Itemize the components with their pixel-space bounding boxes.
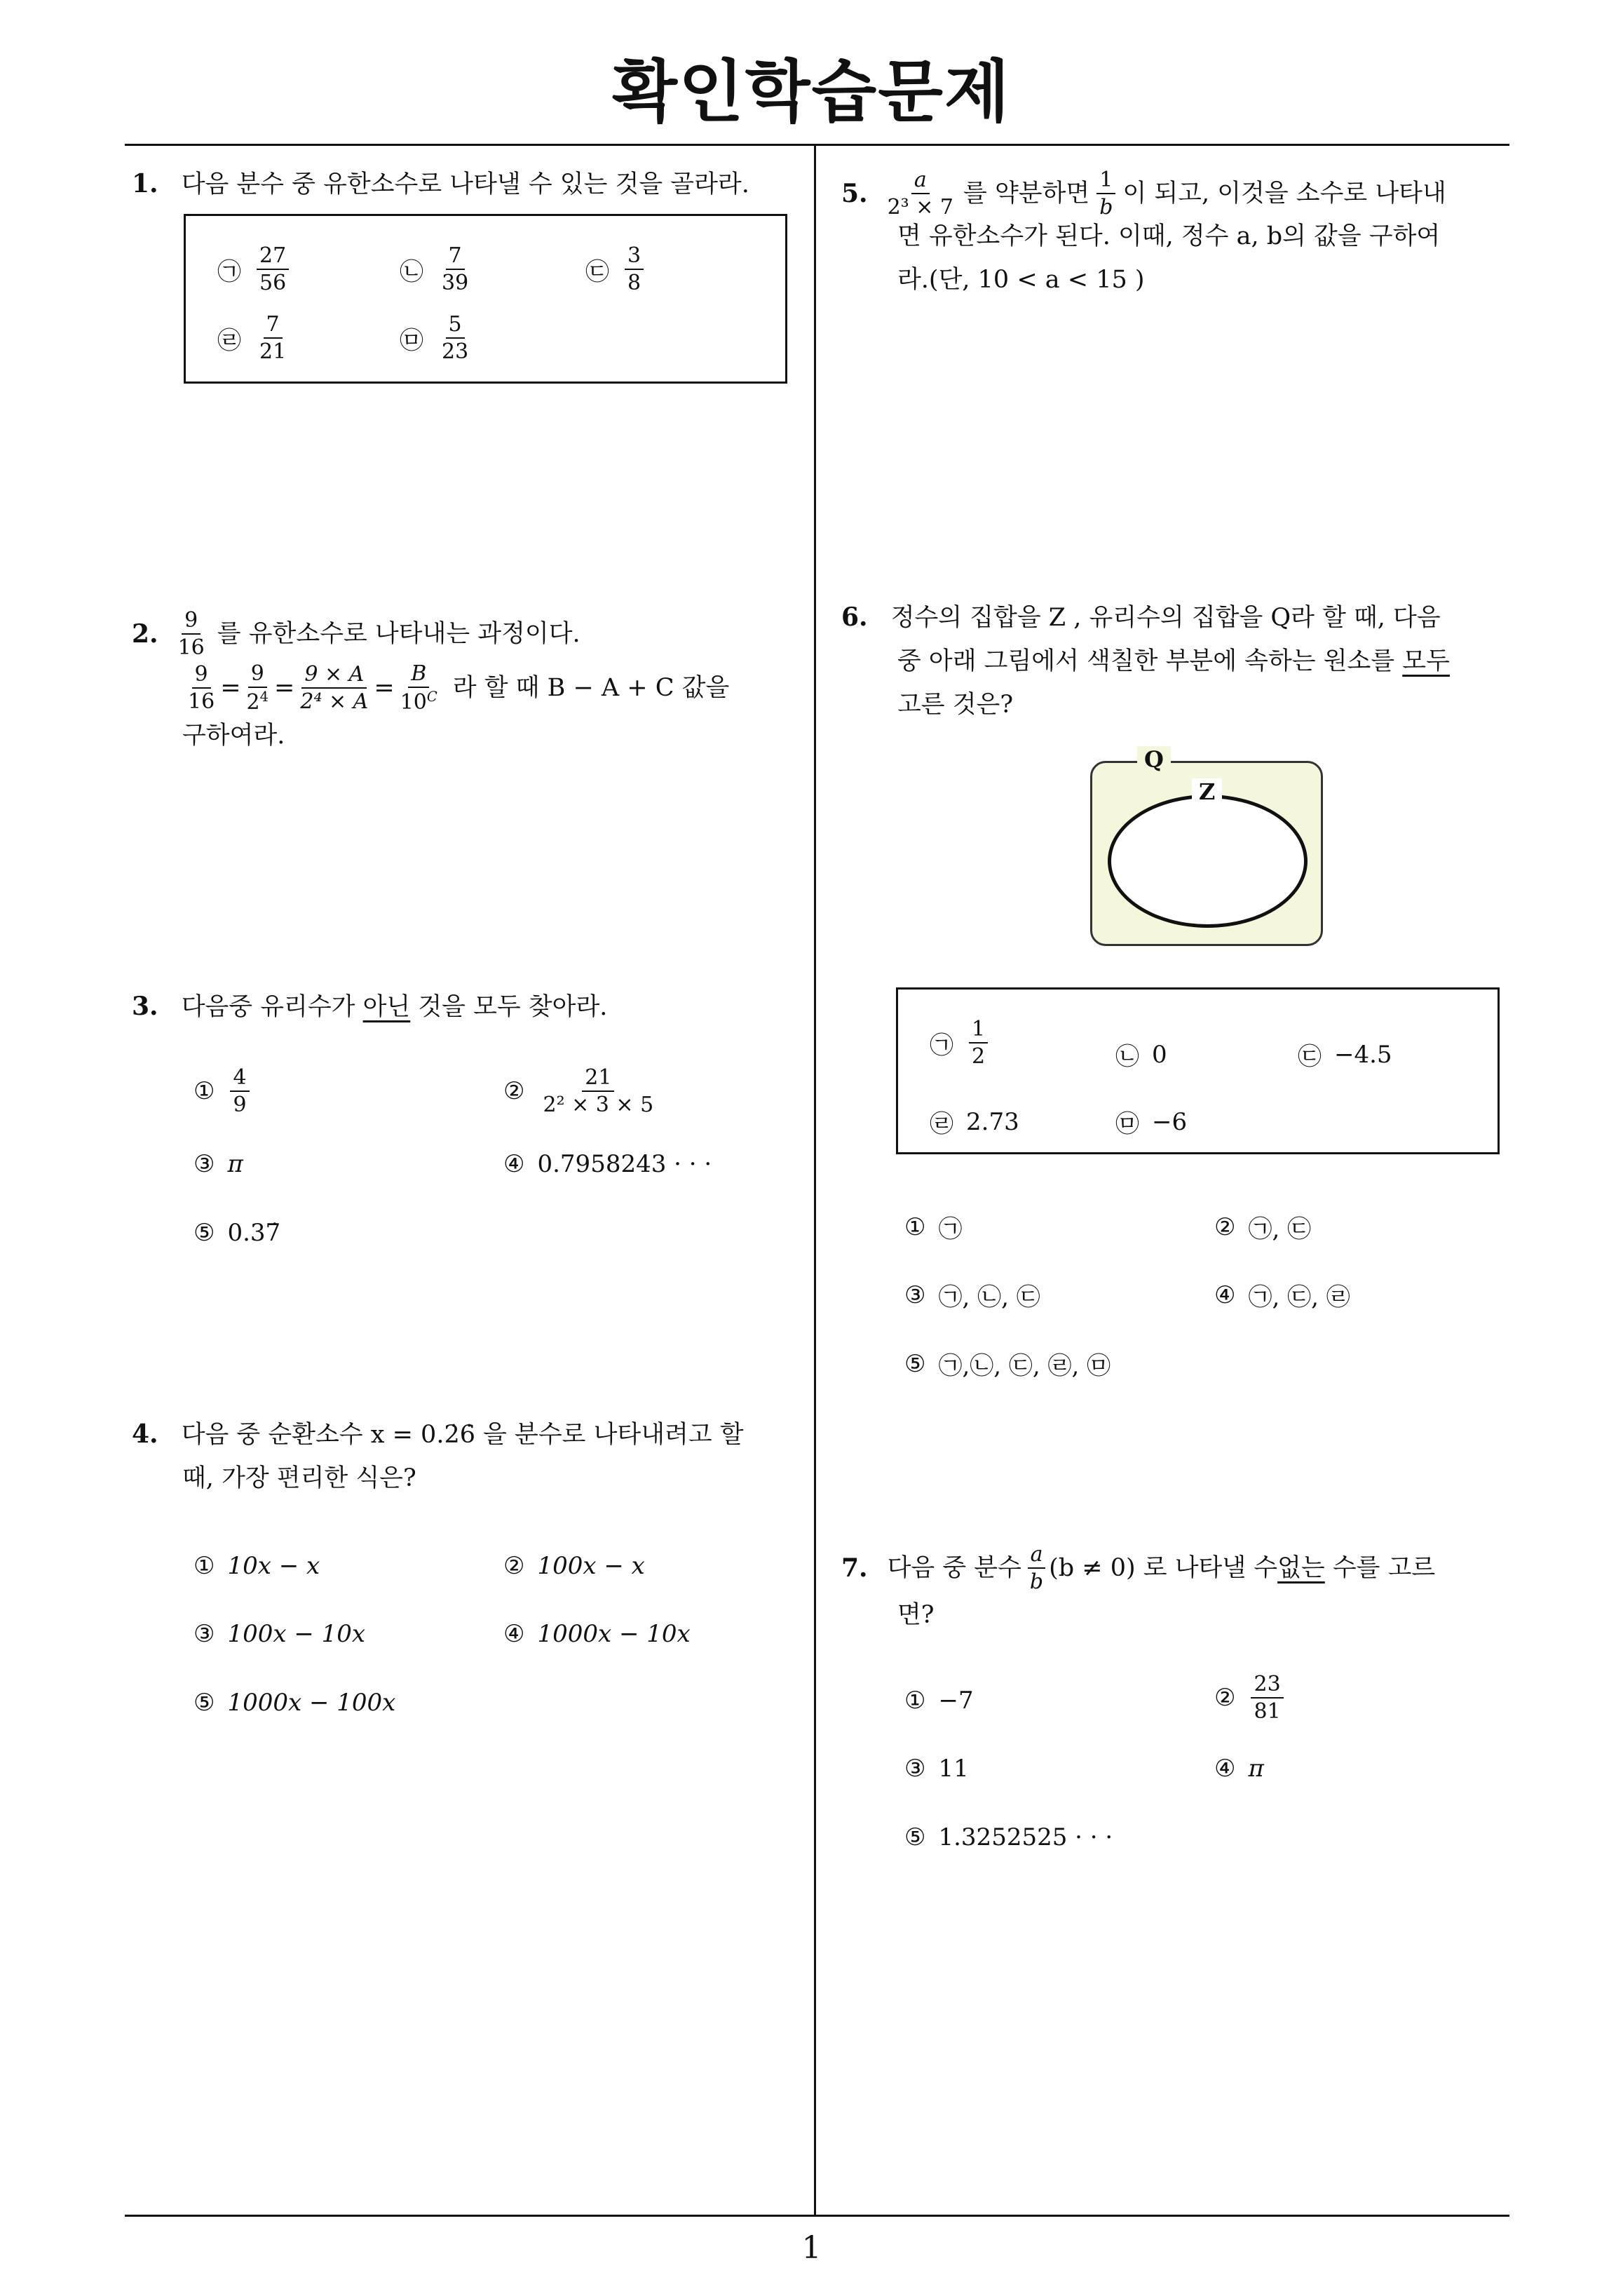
- choice-marker: ①: [904, 1213, 926, 1241]
- footer-rule: [125, 2215, 1509, 2217]
- element-item: [930, 1105, 1019, 1139]
- choice-marker: ③: [193, 1150, 215, 1178]
- question-emphasis: 모두: [1402, 647, 1450, 675]
- choice-value: ㉠, ㉢: [1248, 1215, 1312, 1243]
- choice-item: [400, 244, 474, 295]
- choice-value: ㉠: [938, 1215, 963, 1243]
- choice-marker: ④: [503, 1150, 525, 1178]
- choice-value: 100x − 10x: [227, 1620, 366, 1648]
- choice-value: ㉠,㉡, ㉢, ㉣, ㉤: [938, 1352, 1111, 1380]
- question-number: 3.: [132, 992, 158, 1021]
- question-text: 다음 중 분수: [887, 1554, 1021, 1582]
- choice-marker: ④: [1214, 1281, 1236, 1309]
- choice-marker: ②: [1214, 1684, 1236, 1712]
- choice-4: [1214, 1755, 1264, 1783]
- question-text: 다음 중 순환소수 x = 0.2̇6̇ 을 분수로 나타내려고 할: [181, 1421, 744, 1449]
- fraction: $\frac{a}{\text{2³ × 7}}$: [887, 168, 954, 220]
- choice-marker: ③: [904, 1755, 926, 1783]
- choice-marker: ①: [904, 1687, 926, 1715]
- question-number: 4.: [132, 1419, 158, 1449]
- question-2: [132, 609, 812, 757]
- element-item: [1115, 1037, 1167, 1072]
- element-item: [930, 1018, 991, 1068]
- choice-value: 0: [1152, 1040, 1167, 1069]
- choice-3: [904, 1755, 969, 1783]
- column-divider: [814, 146, 816, 2217]
- equals-sign: =: [274, 674, 295, 702]
- choice-value: 1.3252525 · · ·: [938, 1823, 1113, 1851]
- element-item: [1298, 1037, 1392, 1072]
- equation-line: [182, 662, 812, 714]
- choice-2: [503, 1066, 659, 1116]
- choice-1: [904, 1687, 974, 1715]
- question-text: 면 유한소수가 된다. 이때, 정수 a, b의 값을 구하여: [897, 222, 1441, 250]
- choice-marker: ⑤: [193, 1219, 215, 1247]
- choice-value: 1000x − 10x: [537, 1620, 691, 1648]
- question-number: 1.: [132, 169, 158, 198]
- choice-2: [503, 1552, 645, 1580]
- choice-value: 11: [938, 1755, 969, 1783]
- choice-3: [193, 1150, 243, 1178]
- choice-value: π: [1248, 1755, 1264, 1783]
- choice-value: −6: [1152, 1107, 1188, 1136]
- question-text: 것을 모두 찾아라.: [410, 993, 608, 1021]
- choice-value: −7: [938, 1687, 974, 1715]
- choice-value: −4.5: [1334, 1040, 1392, 1069]
- choice-marker: ④: [503, 1620, 525, 1648]
- question-text: 중 아래 그림에서 색칠한 부분에 속하는 원소를: [897, 647, 1403, 675]
- equals-sign: =: [220, 674, 241, 702]
- question-number: 5.: [841, 179, 868, 208]
- choice-value: 10x − x: [227, 1552, 320, 1580]
- question-5: [841, 168, 1521, 302]
- question-3: [132, 985, 805, 1029]
- choice-5: [904, 1823, 1113, 1851]
- element-box: [896, 987, 1500, 1154]
- choice-value: ㉠, ㉢, ㉣: [1248, 1283, 1350, 1311]
- venn-label-q: Q: [1137, 746, 1171, 773]
- choice-value: π: [227, 1150, 243, 1178]
- choice-marker: ㉡: [1115, 1043, 1139, 1071]
- fraction: $\frac{27}{56}$: [257, 244, 289, 295]
- choice-value: 1000x − 100x: [227, 1689, 396, 1717]
- fraction: $\frac{9}{16}$: [177, 608, 205, 660]
- question-emphasis: 없는: [1277, 1554, 1325, 1582]
- fraction: $\frac{7}{21}$: [259, 312, 287, 364]
- choice-marker: ㉣: [930, 1110, 953, 1138]
- choice-marker: ㉡: [400, 257, 423, 286]
- choice-box: [184, 214, 787, 384]
- equals-sign: =: [374, 674, 395, 702]
- fraction: $\frac{9}{16}$: [188, 662, 215, 714]
- choice-value: ㉠, ㉡, ㉢: [938, 1283, 1040, 1311]
- question-text: 고른 것은?: [897, 691, 1014, 719]
- choice-item: [400, 313, 474, 363]
- question-7: [841, 1543, 1521, 1637]
- choice-marker: ㉣: [217, 326, 241, 355]
- fraction: $\frac{1}{b}$: [1096, 168, 1115, 219]
- fraction: $\frac{a}{b}$: [1027, 1543, 1046, 1593]
- question-text: 면?: [897, 1601, 935, 1629]
- fraction: $\frac{9 \times A}{\text{2⁴ × A}}$: [300, 662, 369, 714]
- page-number: 1: [801, 2230, 822, 2266]
- question-number: 6.: [841, 602, 868, 632]
- choice-item: [217, 313, 292, 363]
- choice-marker: ②: [503, 1077, 525, 1105]
- choice-marker: ⑤: [904, 1349, 926, 1378]
- choice-3: [904, 1278, 1040, 1312]
- choice-marker: ②: [503, 1552, 525, 1580]
- choice-marker: ㉠: [217, 257, 241, 286]
- question-text: 이 되고, 이것을 소수로 나타내: [1122, 180, 1446, 208]
- question-1: [132, 163, 805, 206]
- fraction: $\frac{4}{9}$: [230, 1066, 249, 1116]
- question-emphasis: 아닌: [362, 993, 411, 1021]
- fraction: $\frac{1}{2}$: [969, 1018, 988, 1068]
- choice-marker: ①: [193, 1077, 215, 1105]
- choice-4: [503, 1150, 712, 1178]
- question-number: 7.: [841, 1553, 868, 1583]
- fraction: $\frac{3}{8}$: [625, 244, 644, 295]
- fraction: $\frac{23}{81}$: [1251, 1673, 1283, 1723]
- header-rule: [125, 144, 1509, 146]
- choice-1: [193, 1552, 320, 1580]
- venn-set-z: [1108, 795, 1308, 928]
- choice-1: [193, 1066, 252, 1116]
- choice-marker: ㉤: [1115, 1110, 1139, 1138]
- fraction: $\frac{7}{39}$: [442, 243, 469, 295]
- choice-marker: ③: [904, 1281, 926, 1309]
- choice-marker: ⑤: [904, 1823, 926, 1851]
- page-title: 확인학습문제: [612, 53, 1011, 131]
- element-item: [1115, 1105, 1187, 1139]
- question-text: 를 약분하면: [963, 180, 1090, 208]
- question-text: 다음중 유리수가: [181, 993, 363, 1021]
- fraction: $\frac{21}{\text{2² × 3 × 5}}$: [543, 1065, 654, 1117]
- question-4: [132, 1413, 805, 1500]
- fraction: $\frac{5}{23}$: [442, 312, 469, 364]
- choice-marker: ㉠: [930, 1031, 953, 1060]
- question-text: (b ≠ 0) 로 나타낼 수: [1049, 1554, 1278, 1582]
- choice-marker: ㉢: [1298, 1043, 1322, 1071]
- choice-2: [1214, 1210, 1311, 1244]
- choice-value: 0.37̇: [227, 1219, 281, 1247]
- choice-marker: ⑤: [193, 1689, 215, 1717]
- choice-5: [193, 1219, 280, 1247]
- choice-marker: ①: [193, 1552, 215, 1580]
- venn-label-z: Z: [1192, 778, 1222, 805]
- choice-marker: ②: [1214, 1213, 1236, 1241]
- question-text: 라.(단, 10 < a < 15 ): [897, 266, 1145, 294]
- question-number: 2.: [132, 619, 158, 649]
- question-text: 때, 가장 편리한 식은?: [182, 1464, 416, 1492]
- choice-5: [193, 1689, 395, 1717]
- question-text: 라 할 때 B − A + C 값을: [452, 674, 730, 702]
- choice-4: [503, 1620, 691, 1648]
- question-6: [841, 596, 1521, 727]
- choice-3: [193, 1620, 365, 1648]
- choice-value: 2.73: [966, 1107, 1019, 1136]
- question-text: 구하여라.: [182, 722, 285, 750]
- choice-marker: ③: [193, 1620, 215, 1648]
- choice-2: [1214, 1673, 1286, 1723]
- question-text: 다음 분수 중 유한소수로 나타낼 수 있는 것을 골라라.: [181, 170, 749, 198]
- choice-1: [904, 1210, 962, 1244]
- choice-5: [904, 1346, 1111, 1381]
- question-text: 수를 고르: [1324, 1554, 1436, 1582]
- question-text: 를 유한소수로 나타내는 과정이다.: [217, 620, 580, 648]
- fraction: $\frac{9}{2^4}$: [246, 661, 269, 715]
- fraction: $\frac{B}{10^C}$: [400, 661, 437, 715]
- choice-value: 100x − x: [537, 1552, 645, 1580]
- choice-item: [585, 244, 646, 295]
- choice-marker: ㉤: [400, 326, 423, 355]
- question-text: 정수의 집합을 Z , 유리수의 집합을 Q라 할 때, 다음: [890, 604, 1441, 632]
- choice-4: [1214, 1278, 1350, 1312]
- choice-value: 0.7958243 · · ·: [537, 1150, 712, 1178]
- choice-item: [217, 244, 292, 295]
- choice-marker: ㉢: [585, 257, 609, 286]
- choice-marker: ④: [1214, 1755, 1236, 1783]
